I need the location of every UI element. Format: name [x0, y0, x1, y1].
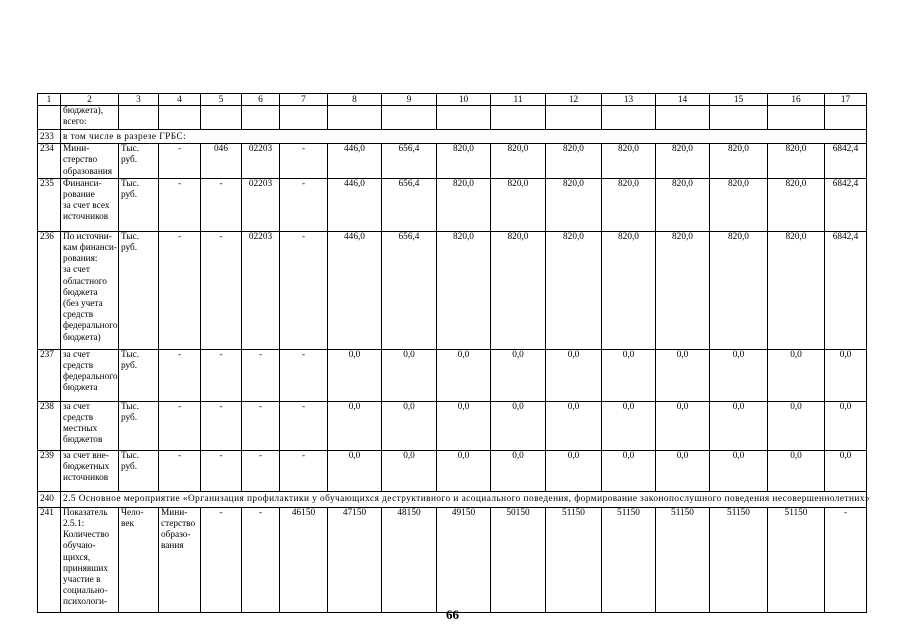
value-cell: 820,0	[710, 178, 768, 231]
value-cell: -	[280, 401, 328, 450]
column-number-header: 6	[242, 94, 280, 106]
value-cell: 656,4	[382, 231, 437, 349]
value-cell: 0,0	[825, 401, 867, 450]
value-cell: -	[201, 507, 242, 612]
table-row	[38, 231, 867, 349]
table-head	[38, 94, 867, 106]
row-number-cell: 241	[38, 507, 61, 612]
column-number-header: 13	[602, 94, 656, 106]
value-cell: 820,0	[437, 178, 491, 231]
section-title-cell: 2.5 Основное мероприятие «Организация профилактики у обучающихся деструктивного и асоциального поведения, формирование законопослушного поведения несовершеннолетних»	[61, 491, 867, 507]
value-cell: 656,4	[382, 144, 437, 179]
section-row	[38, 130, 867, 144]
value-cell: 656,4	[382, 178, 437, 231]
value-cell: 820,0	[546, 231, 602, 349]
value-cell: 820,0	[491, 231, 546, 349]
value-cell: 0,0	[602, 401, 656, 450]
column-number-header: 11	[491, 94, 546, 106]
indicator-name-cell: Финанси- рование за счет всех источников	[61, 178, 119, 231]
value-cell: 51150	[602, 507, 656, 612]
value-cell: 02203	[242, 144, 280, 179]
value-cell: -	[159, 231, 201, 349]
value-cell: 0,0	[825, 450, 867, 491]
row-number-cell: 234	[38, 144, 61, 179]
value-cell: 0,0	[825, 349, 867, 401]
unit-cell: Тыс. руб.	[119, 178, 159, 231]
column-number-header: 7	[280, 94, 328, 106]
row-number-cell	[38, 106, 61, 130]
table-row	[38, 178, 867, 231]
value-cell: 820,0	[602, 144, 656, 179]
value-cell: -	[159, 401, 201, 450]
row-number-cell: 233	[38, 130, 61, 144]
row-number-cell: 235	[38, 178, 61, 231]
table-row	[38, 450, 867, 491]
row-number-cell: 237	[38, 349, 61, 401]
value-cell: 820,0	[710, 231, 768, 349]
section-title-cell: в том числе в разрезе ГРБС:	[61, 130, 867, 144]
value-cell: 820,0	[768, 144, 825, 179]
value-cell: 0,0	[602, 349, 656, 401]
page-number: 66	[446, 607, 459, 622]
value-cell: -	[242, 349, 280, 401]
indicator-name-cell: за счет вне- бюджетных источников	[61, 450, 119, 491]
value-cell: -	[201, 450, 242, 491]
table-row	[38, 144, 867, 179]
unit-cell	[119, 106, 159, 130]
column-number-header: 9	[382, 94, 437, 106]
value-cell: 0,0	[656, 401, 710, 450]
value-cell: 51150	[768, 507, 825, 612]
column-number-header: 12	[546, 94, 602, 106]
column-number-header: 4	[159, 94, 201, 106]
value-cell: 0,0	[437, 401, 491, 450]
value-cell	[328, 106, 382, 130]
value-cell: -	[825, 507, 867, 612]
value-cell: 446,0	[328, 144, 382, 179]
value-cell	[491, 106, 546, 130]
unit-cell: Тыс. руб.	[119, 231, 159, 349]
value-cell: -	[159, 450, 201, 491]
column-number-header: 3	[119, 94, 159, 106]
value-cell: -	[280, 231, 328, 349]
column-number-row	[38, 94, 867, 106]
column-number-header: 8	[328, 94, 382, 106]
value-cell: 820,0	[437, 144, 491, 179]
value-cell: 820,0	[710, 144, 768, 179]
value-cell: 820,0	[656, 178, 710, 231]
table-row	[38, 106, 867, 130]
value-cell: 0,0	[382, 401, 437, 450]
column-number-header: 5	[201, 94, 242, 106]
value-cell: -	[242, 401, 280, 450]
value-cell: 446,0	[328, 178, 382, 231]
value-cell: 046	[201, 144, 242, 179]
value-cell: 51150	[710, 507, 768, 612]
value-cell	[602, 106, 656, 130]
value-cell	[382, 106, 437, 130]
value-cell: 0,0	[437, 450, 491, 491]
column-number-header: 14	[656, 94, 710, 106]
column-number-header: 2	[61, 94, 119, 106]
value-cell: 0,0	[710, 401, 768, 450]
value-cell	[546, 106, 602, 130]
value-cell: 820,0	[491, 144, 546, 179]
value-cell: 0,0	[328, 450, 382, 491]
budget-table	[37, 93, 871, 613]
indicator-name-cell: Мини- стерство образования	[61, 144, 119, 179]
value-cell: -	[201, 349, 242, 401]
unit-cell: Тыс. руб.	[119, 450, 159, 491]
value-cell	[201, 106, 242, 130]
column-number-header: 16	[768, 94, 825, 106]
table-row	[38, 349, 867, 401]
value-cell: 820,0	[768, 231, 825, 349]
value-cell: -	[280, 450, 328, 491]
column-number-header: 17	[825, 94, 867, 106]
value-cell: 0,0	[768, 450, 825, 491]
value-cell: 0,0	[546, 401, 602, 450]
value-cell	[280, 106, 328, 130]
value-cell: 0,0	[382, 349, 437, 401]
value-cell: -	[242, 450, 280, 491]
row-number-cell: 236	[38, 231, 61, 349]
value-cell: 0,0	[656, 349, 710, 401]
value-cell: 49150	[437, 507, 491, 612]
value-cell: 0,0	[491, 401, 546, 450]
table-body	[38, 106, 871, 613]
value-cell: 820,0	[656, 231, 710, 349]
value-cell: -	[159, 349, 201, 401]
value-cell: 0,0	[710, 349, 768, 401]
value-cell: -	[201, 231, 242, 349]
column-number-header: 15	[710, 94, 768, 106]
value-cell: -	[280, 349, 328, 401]
value-cell: 0,0	[328, 401, 382, 450]
value-cell: -	[242, 507, 280, 612]
value-cell: 0,0	[382, 450, 437, 491]
value-cell	[710, 106, 768, 130]
value-cell: 446,0	[328, 231, 382, 349]
value-cell: 47150	[328, 507, 382, 612]
value-cell: 820,0	[602, 178, 656, 231]
unit-cell: Тыс. руб.	[119, 349, 159, 401]
value-cell: 820,0	[602, 231, 656, 349]
value-cell: 0,0	[546, 450, 602, 491]
value-cell: 0,0	[546, 349, 602, 401]
value-cell	[437, 106, 491, 130]
value-cell: 820,0	[437, 231, 491, 349]
value-cell	[825, 106, 867, 130]
value-cell: 820,0	[768, 178, 825, 231]
value-cell: 0,0	[768, 401, 825, 450]
indicator-name-cell: бюджета), всего:	[61, 106, 119, 130]
row-number-cell: 238	[38, 401, 61, 450]
row-number-cell: 240	[38, 491, 61, 507]
value-cell: 6842,4	[825, 231, 867, 349]
value-cell	[242, 106, 280, 130]
value-cell: -	[159, 178, 201, 231]
value-cell: 6842,4	[825, 144, 867, 179]
value-cell	[768, 106, 825, 130]
unit-cell: Тыс. руб.	[119, 144, 159, 179]
value-cell: 0,0	[491, 349, 546, 401]
value-cell: -	[201, 178, 242, 231]
value-cell: 0,0	[710, 450, 768, 491]
indicator-name-cell: Показатель 2.5.1: Количество обучаю- щихся, принявших участие в социально- психологи-	[61, 507, 119, 612]
value-cell: -	[201, 401, 242, 450]
indicator-name-cell: По источни- кам финанси- рования: за счет областного бюджета (без учета средств федерального бюджета)	[61, 231, 119, 349]
section-row	[38, 491, 867, 507]
row-number-cell: 239	[38, 450, 61, 491]
value-cell: 02203	[242, 178, 280, 231]
value-cell: 02203	[242, 231, 280, 349]
value-cell: 46150	[280, 507, 328, 612]
unit-cell: Чело- век	[119, 507, 159, 612]
column-number-header: 10	[437, 94, 491, 106]
value-cell: 820,0	[546, 178, 602, 231]
table-row	[38, 401, 867, 450]
value-cell	[656, 106, 710, 130]
column-number-header: 1	[38, 94, 61, 106]
value-cell: 51150	[656, 507, 710, 612]
indicator-name-cell: за счет средств федерального бюджета	[61, 349, 119, 401]
value-cell: 820,0	[656, 144, 710, 179]
value-cell: Мини- стерство образо- вания	[159, 507, 201, 612]
value-cell: 0,0	[602, 450, 656, 491]
value-cell: -	[280, 144, 328, 179]
value-cell: 0,0	[656, 450, 710, 491]
value-cell: -	[159, 144, 201, 179]
indicator-name-cell: за счет средств местных бюджетов	[61, 401, 119, 450]
value-cell: 820,0	[546, 144, 602, 179]
value-cell: 6842,4	[825, 178, 867, 231]
value-cell: -	[280, 178, 328, 231]
value-cell: 48150	[382, 507, 437, 612]
value-cell: 0,0	[437, 349, 491, 401]
value-cell: 51150	[546, 507, 602, 612]
value-cell: 0,0	[768, 349, 825, 401]
value-cell: 50150	[491, 507, 546, 612]
value-cell: 820,0	[491, 178, 546, 231]
value-cell: 0,0	[328, 349, 382, 401]
value-cell	[159, 106, 201, 130]
value-cell: 0,0	[491, 450, 546, 491]
unit-cell: Тыс. руб.	[119, 401, 159, 450]
table-row	[38, 507, 867, 612]
